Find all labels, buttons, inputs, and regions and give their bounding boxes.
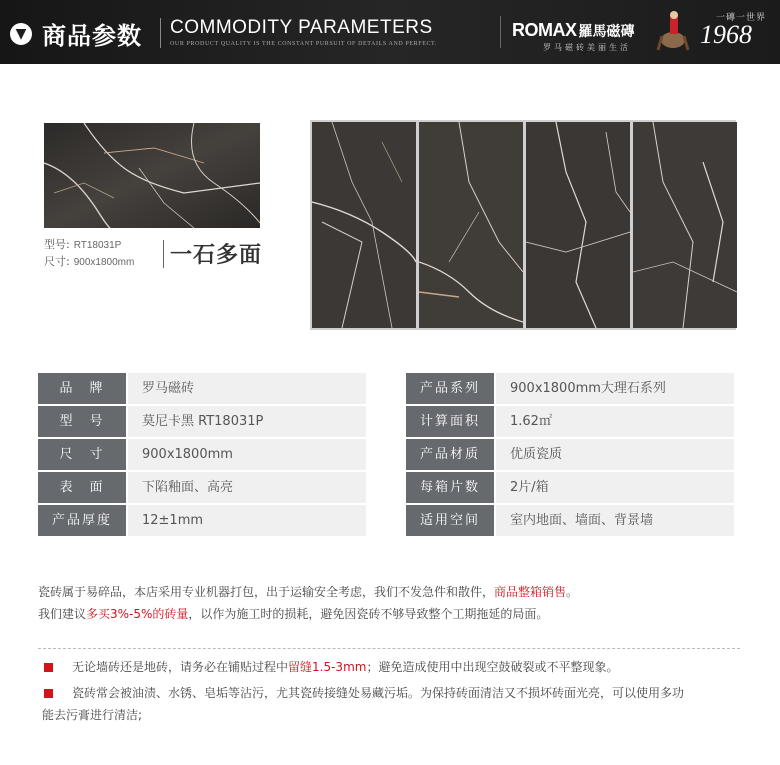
table-row: [38, 472, 366, 503]
section-subtitle-en: OUR PRODUCT QUALITY IS THE CONSTANT PURSUIT OF DETAILS AND PERFECT.: [170, 41, 437, 47]
param-value: 罗马磁砖: [128, 373, 366, 404]
table-row: [38, 373, 366, 404]
model-line: [44, 237, 134, 254]
param-value: 优质瓷质: [496, 439, 734, 470]
square-bullet-icon: [44, 663, 53, 672]
note-text: 我们建议: [38, 607, 87, 621]
table-row: [406, 406, 734, 437]
note-text: 。: [566, 585, 579, 599]
note-text: 瓷砖属于易碎品，本店采用专业机器打包，出于运输安全考虑，我们不发急件和散件，: [38, 585, 495, 599]
tip-cleaning-line1: 瓷砖常会被油渍、水锈、皂垢等沾污，尤其瓷砖接缝处易藏污垢。为保持砖面清洁又不损坏砖面光亮，可以使用多功: [72, 686, 685, 700]
note-text: 无论墙砖还是地砖，请务必在铺贴过程中: [72, 660, 289, 674]
param-key: 产品系列: [406, 373, 494, 404]
param-key: 计算面积: [406, 406, 494, 437]
param-key: 产品材质: [406, 439, 494, 470]
table-row: [38, 406, 366, 437]
horse-rider-icon: [656, 10, 690, 52]
param-value: 900x1800mm: [128, 439, 366, 470]
header-divider-2: [500, 16, 501, 48]
param-key: 尺 寸: [38, 439, 126, 470]
note-highlight: 多买3%-5%的砖量: [86, 607, 189, 621]
table-row: [38, 439, 366, 470]
size-value: 900x1800mm: [73, 257, 135, 268]
param-key: 产品厚度: [38, 505, 126, 536]
page-header: [0, 0, 780, 64]
param-value: 室内地面、墙面、背景墙: [496, 505, 734, 536]
year-caption: 一磚一世界: [716, 13, 767, 23]
product-slogan: 一石多面: [170, 243, 263, 268]
table-row: [406, 505, 734, 536]
product-spec: [44, 237, 134, 271]
size-label: 尺寸:: [44, 255, 70, 268]
model-value: RT18031P: [73, 240, 122, 251]
note-text: ，以作为施工时的损耗，避免因瓷砖不够导致整个工期拖延的局面。: [188, 607, 549, 621]
note-highlight: 商品整箱销售: [494, 585, 567, 599]
brand-name-en: ROMAX: [512, 20, 577, 40]
section-title-cn: 商品参数: [42, 22, 142, 50]
tip-grout: [72, 657, 618, 677]
dashed-divider: [38, 648, 740, 649]
table-row: [406, 472, 734, 503]
tile-panel-4: [633, 122, 737, 328]
tile-panel-2: [419, 122, 523, 328]
tile-panel-1: [312, 122, 416, 328]
table-row: [406, 439, 734, 470]
param-value: 900x1800mm大理石系列: [496, 373, 734, 404]
model-label: 型号:: [44, 238, 70, 251]
param-key: 型 号: [38, 406, 126, 437]
tile-preview-image: [44, 123, 260, 228]
param-value: 下陷釉面、高亮: [128, 472, 366, 503]
note-text: ；避免造成使用中出现空鼓破裂或不平整现象。: [366, 660, 619, 674]
param-key: 表 面: [38, 472, 126, 503]
header-divider: [160, 18, 161, 48]
tip-cleaning-line2: 能去污膏进行清洁;: [42, 708, 143, 722]
param-value: 12±1mm: [128, 505, 366, 536]
brand-slogan: 罗马磁砖美丽生活: [543, 43, 631, 52]
founded-year: 1968: [700, 20, 752, 49]
param-key: 品 牌: [38, 373, 126, 404]
param-value: 2片/箱: [496, 472, 734, 503]
param-value: 莫尼卡黑 RT18031P: [128, 406, 366, 437]
size-line: [44, 254, 134, 271]
param-key: 每箱片数: [406, 472, 494, 503]
table-row: [38, 505, 366, 536]
param-key: 适用空间: [406, 505, 494, 536]
section-title-en: COMMODITY PARAMETERS: [170, 17, 433, 38]
brand-name-cn: 羅馬磁磚: [578, 24, 635, 40]
table-row: [406, 373, 734, 404]
square-bullet-icon: [44, 689, 53, 698]
brand-logo: [512, 20, 635, 41]
tile-layout-image: [310, 120, 736, 330]
note-quantity: [38, 604, 548, 624]
note-packaging: [38, 582, 578, 602]
note-highlight: 留缝1.5-3mm: [288, 660, 367, 674]
param-value: 1.62㎡: [496, 406, 734, 437]
spec-divider: [163, 240, 164, 268]
chevron-down-circle-icon: ▼: [10, 23, 32, 45]
tile-panel-3: [526, 122, 630, 328]
